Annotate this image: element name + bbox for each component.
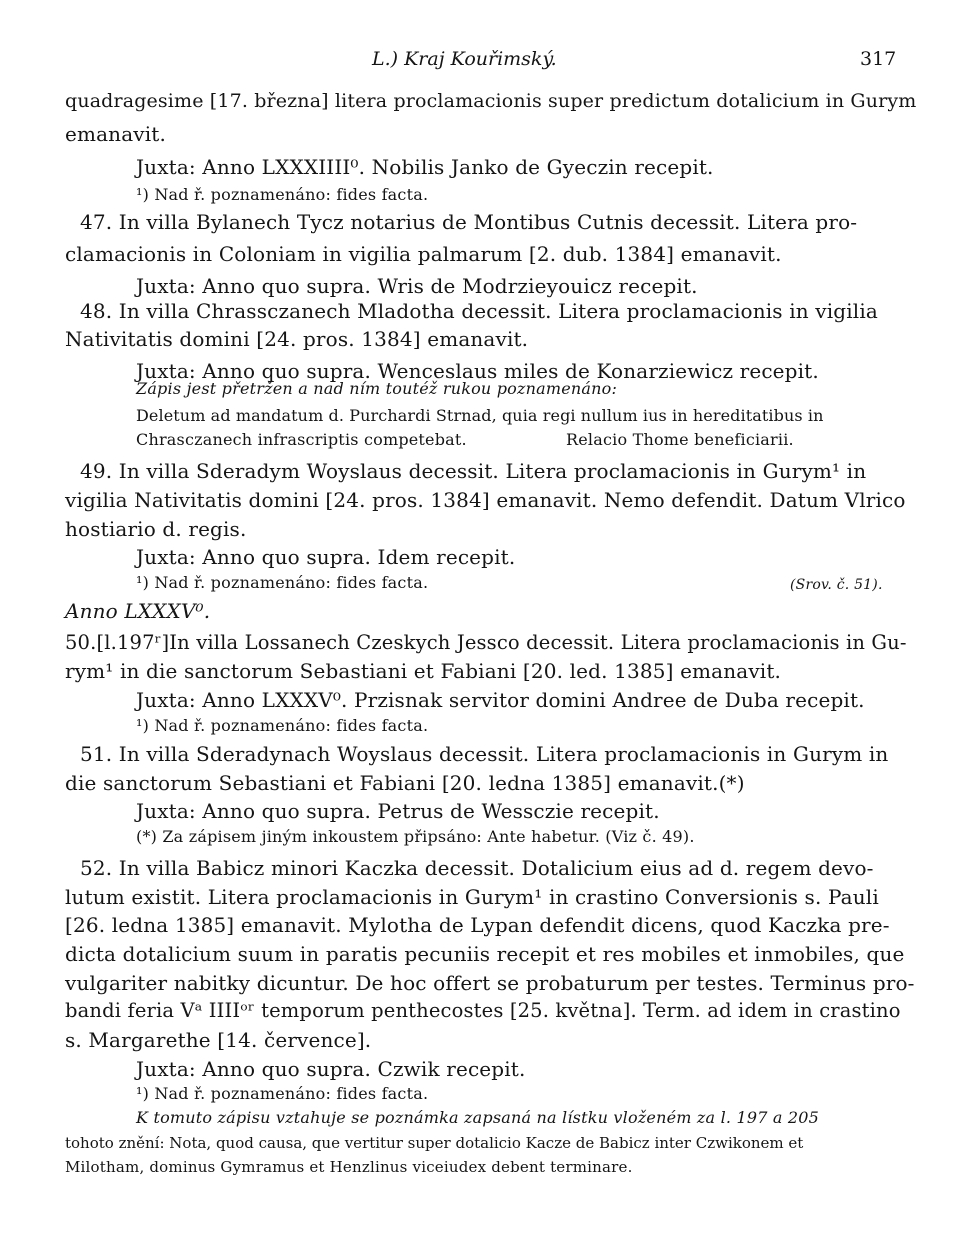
text-line: dicta dotalicium suum in paratis pecuniis recepit et res mobiles et inmobiles, que xyxy=(65,942,905,966)
text-line: Juxta: Anno quo supra. Idem recepit. xyxy=(136,545,516,569)
text-line: die sanctorum Sebastiani et Fabiani [20. ledna 1385] emanavit.(*) xyxy=(65,771,745,795)
footnote-line: ¹) Nad ř. poznamenáno: fides facta. xyxy=(136,716,429,735)
text-line: Nativitatis domini [24. pros. 1384] emanavit. xyxy=(65,327,529,351)
text-line: Juxta: Anno quo supra. Petrus de Wessczie recepit. xyxy=(136,799,660,823)
footnote-line: (*) Za zápisem jiným inkoustem připsáno: Ante habetur. (Viz č. 49). xyxy=(136,827,695,846)
footnote-line: ¹) Nad ř. poznamenáno: fides facta. xyxy=(136,573,429,592)
text-line: vigilia Nativitatis domini [24. pros. 1384] emanavit. Nemo defendit. Datum Vlrico xyxy=(65,488,906,512)
section-heading: Anno LXXXV⁰. xyxy=(65,599,211,623)
text-line: tohoto znění: Nota, quod causa, que vertitur super dotalicio Kacze de Babicz inter Czwikonem et xyxy=(65,1134,804,1152)
text-line: emanavit. xyxy=(65,122,166,146)
editorial-note: Zápis jest přetržen a nad ním toutéž rukou poznamenáno: xyxy=(136,379,618,398)
text-line: [26. ledna 1385] emanavit. Mylotha de Lypan defendit dicens, quod Kaczka pre- xyxy=(65,913,890,937)
text-line: Chrasczanech infrascriptis competebat. xyxy=(136,430,467,449)
relacio-note: Relacio Thome beneficiarii. xyxy=(566,430,794,449)
text-line: 52. In villa Babicz minori Kaczka decessit. Dotalicium eius ad d. regem devo- xyxy=(80,856,874,880)
text-line: 47. In villa Bylanech Tycz notarius de Montibus Cutnis decessit. Litera pro- xyxy=(80,210,858,234)
footnote-line: ¹) Nad ř. poznamenáno: fides facta. xyxy=(136,185,429,204)
header-title: L.) Kraj Kouřimský. xyxy=(372,48,557,70)
editorial-note: K tomuto zápisu vztahuje se poznámka zapsaná na lístku vloženém za l. 197 a 205 xyxy=(136,1108,820,1127)
text-line: 48. In villa Chrassczanech Mladotha decessit. Litera proclamacionis in vigilia xyxy=(80,299,878,323)
text-line: clamacionis in Coloniam in vigilia palmarum [2. dub. 1384] emanavit. xyxy=(65,242,782,266)
text-line: Juxta: Anno LXXXV⁰. Przisnak servitor domini Andree de Duba recepit. xyxy=(136,688,865,712)
text-line: Juxta: Anno quo supra. Czwik recepit. xyxy=(136,1057,526,1081)
text-line: hostiario d. regis. xyxy=(65,517,247,541)
text-line: vulgariter nabitky dicuntur. De hoc offert se probaturum per testes. Terminus pro- xyxy=(65,971,915,995)
text-line: 50.[l.197ʳ]In villa Lossanech Czeskych Jessco decessit. Litera proclamacionis in Gu- xyxy=(65,631,907,654)
text-line: Juxta: Anno quo supra. Wenceslaus miles de Konarziewicz recepit. xyxy=(136,359,819,383)
text-line: lutum existit. Litera proclamacionis in Gurym¹ in crastino Conversionis s. Pauli xyxy=(65,885,879,909)
running-header xyxy=(0,48,960,74)
cross-reference: (Srov. č. 51). xyxy=(790,577,883,593)
text-line: rym¹ in die sanctorum Sebastiani et Fabiani [20. led. 1385] emanavit. xyxy=(65,659,782,683)
text-line: bandi feria Vᵃ IIIIᵒʳ temporum penthecostes [25. května]. Term. ad idem in crastino xyxy=(65,999,901,1022)
text-line: Deletum ad mandatum d. Purchardi Strnad, quia regi nullum ius in hereditatibus in xyxy=(136,406,824,425)
text-line: quadragesime [17. března] litera proclamacionis super predictum dotalicium in Gurym xyxy=(65,90,917,112)
text-line: 51. In villa Sderadynach Woyslaus decessit. Litera proclamacionis in Gurym in xyxy=(80,742,889,766)
text-line: Juxta: Anno LXXXIIII⁰. Nobilis Janko de Gyeczin recepit. xyxy=(136,155,714,179)
text-line: 49. In villa Sderadym Woyslaus decessit. Litera proclamacionis in Gurym¹ in xyxy=(80,459,867,483)
page-number: 317 xyxy=(860,48,897,70)
footnote-line: ¹) Nad ř. poznamenáno: fides facta. xyxy=(136,1084,429,1103)
text-line: Juxta: Anno quo supra. Wris de Modrzieyouicz recepit. xyxy=(136,274,698,298)
text-line: Milotham, dominus Gymramus et Henzlinus viceiudex debent terminare. xyxy=(65,1158,633,1176)
text-line: s. Margarethe [14. července]. xyxy=(65,1028,372,1052)
